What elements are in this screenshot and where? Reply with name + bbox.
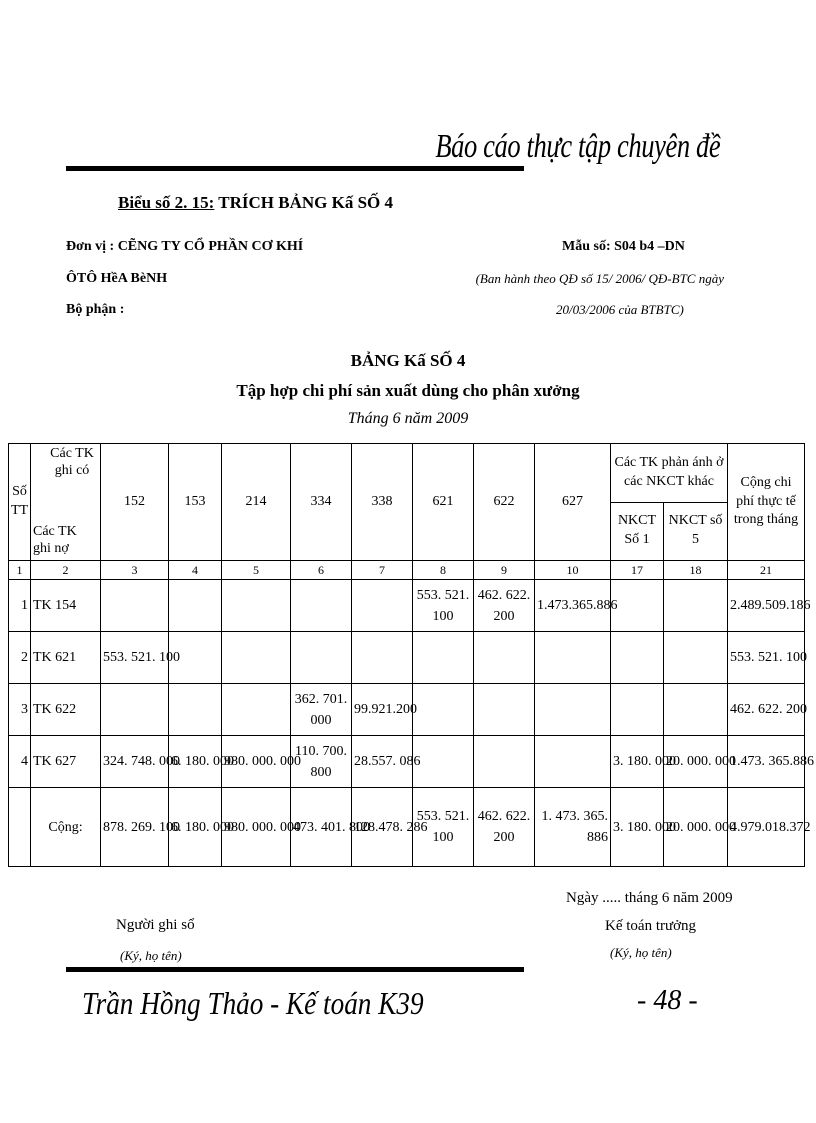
cell-total: 4.979.018.372: [728, 788, 805, 867]
cell-622: [474, 684, 535, 736]
header-account-338: 338: [352, 444, 413, 561]
header-nkct-group: Các TK phản ánh ở các NKCT khác: [611, 444, 728, 503]
table-total-row: [9, 788, 805, 867]
cell-621: 553. 521. 100: [413, 580, 474, 632]
cell-stt: 3: [9, 684, 31, 736]
cell-214: [222, 684, 291, 736]
cell-stt: 2: [9, 632, 31, 684]
table-header-row: [9, 444, 805, 503]
cell-total: 462. 622. 200: [728, 684, 805, 736]
cell-153: [169, 580, 222, 632]
index-cell: 7: [352, 561, 413, 580]
index-cell: 21: [728, 561, 805, 580]
cell-622: 462. 622. 200: [474, 788, 535, 867]
cell-nkct5: [664, 684, 728, 736]
index-cell: 9: [474, 561, 535, 580]
cell-nkct5: [664, 580, 728, 632]
document-period: Tháng 6 năm 2009: [347, 410, 469, 427]
signature-date: Ngày ..... tháng 6 năm 2009: [566, 890, 733, 906]
header-account-diagonal: [31, 444, 101, 561]
cell-627: [535, 736, 611, 788]
header-total: Cộng chi phí thực tế trong tháng: [728, 444, 805, 561]
cell-214: 980. 000. 000: [222, 788, 291, 867]
cell-152: [101, 580, 169, 632]
cell-334: 473. 401. 800: [291, 788, 352, 867]
cell-account: Cộng:: [31, 788, 101, 867]
department-line: Bộ phận :: [66, 302, 125, 317]
cell-334: 362. 701. 000: [291, 684, 352, 736]
cell-total: 553. 521. 100: [728, 632, 805, 684]
index-cell: 10: [535, 561, 611, 580]
ledger-table: [8, 443, 814, 867]
cell-621: [413, 736, 474, 788]
cell-338: 99.921.200: [352, 684, 413, 736]
cell-338: 28.557. 086: [352, 736, 413, 788]
cell-nkct5: [664, 632, 728, 684]
cell-338: [352, 580, 413, 632]
cell-nkct1: [611, 632, 664, 684]
table-row-tk621: [9, 632, 805, 684]
index-cell: 18: [664, 561, 728, 580]
form-note-2: 20/03/2006 của BTBTC): [556, 302, 684, 317]
header-account-152: 152: [101, 444, 169, 561]
unit-line-2: ÔTÔ HềA BèNH: [66, 271, 168, 286]
table-row-tk627: [9, 736, 805, 788]
signature-right-title: Kế toán trưởng: [605, 918, 697, 934]
cell-627: [535, 632, 611, 684]
cell-152: 324. 748. 000: [101, 736, 169, 788]
cell-nkct1: [611, 580, 664, 632]
header-nkct-5: NKCT số 5: [664, 502, 728, 561]
cell-152: 553. 521. 100: [101, 632, 169, 684]
report-header-title: Báo cáo thực tập chuyên đề: [435, 128, 720, 165]
cell-214: [222, 632, 291, 684]
cell-total: 2.489.509.186: [728, 580, 805, 632]
document-subtitle: Tập hợp chi phí sản xuất dùng cho phân xưởng: [236, 381, 580, 400]
cell-152: [101, 684, 169, 736]
header-credit-label: Các TK ghi có: [50, 446, 94, 478]
cell-621: [413, 632, 474, 684]
cell-total: 1.473. 365.886: [728, 736, 805, 788]
table-row-tk622: [9, 684, 805, 736]
form-note-1: (Ban hành theo QĐ số 15/ 2006/ QĐ-BTC ngày: [475, 271, 724, 286]
header-account-627: 627: [535, 444, 611, 561]
cell-621: [413, 684, 474, 736]
header-account-334: 334: [291, 444, 352, 561]
header-account-622: 622: [474, 444, 535, 561]
index-cell: 5: [222, 561, 291, 580]
signature-right-note: (Ký, họ tên): [610, 945, 672, 960]
cell-622: [474, 632, 535, 684]
footer-rule: [66, 967, 524, 972]
cell-nkct1: 3. 180. 000: [611, 788, 664, 867]
cell-214: [222, 580, 291, 632]
document-title: BẢNG Kấ SỐ 4: [350, 351, 466, 370]
cell-338: [352, 632, 413, 684]
cell-334: [291, 632, 352, 684]
cell-nkct5: 20. 000. 000: [664, 788, 728, 867]
cell-152: 878. 269. 100: [101, 788, 169, 867]
column-index-row: [9, 561, 805, 580]
cell-nkct5: 20. 000. 000: [664, 736, 728, 788]
footer-page-number: - 48 -: [637, 985, 698, 1016]
cell-622: 462. 622. 200: [474, 580, 535, 632]
cell-622: [474, 736, 535, 788]
header-stt: Số TT: [9, 444, 31, 561]
cell-153: 6. 180. 000: [169, 736, 222, 788]
index-cell: 2: [31, 561, 101, 580]
cell-nkct1: 3. 180. 000: [611, 736, 664, 788]
cell-stt: 4: [9, 736, 31, 788]
unit-line-1: Đơn vị : CẼNG TY CỔ PHẦN CƠ KHÍ: [66, 239, 304, 254]
index-cell: 8: [413, 561, 474, 580]
cell-334: [291, 580, 352, 632]
header-account-153: 153: [169, 444, 222, 561]
cell-627: 1. 473. 365. 886: [535, 788, 611, 867]
index-cell: 4: [169, 561, 222, 580]
caption-text: TRÍCH BẢNG Kấ SỐ 4: [214, 193, 394, 212]
header-nkct-1: NKCT Số 1: [611, 502, 664, 561]
cell-627: [535, 684, 611, 736]
caption-label: Biểu số 2. 15:: [118, 193, 215, 212]
cell-153: 6. 180. 000: [169, 788, 222, 867]
cell-account: TK 154: [31, 580, 101, 632]
cell-nkct1: [611, 684, 664, 736]
cell-account: TK 621: [31, 632, 101, 684]
index-cell: 6: [291, 561, 352, 580]
cell-account: TK 627: [31, 736, 101, 788]
form-code: Mẫu số: S04 b4 –DN: [562, 239, 685, 254]
cell-153: [169, 684, 222, 736]
cell-334: 110. 700. 800: [291, 736, 352, 788]
signature-left-title: Người ghi sổ: [116, 917, 195, 933]
header-account-214: 214: [222, 444, 291, 561]
footer-author: Trần Hồng Thảo - Kế toán K39: [82, 985, 424, 1021]
cell-account: TK 622: [31, 684, 101, 736]
header-account-621: 621: [413, 444, 474, 561]
index-cell: 17: [611, 561, 664, 580]
cell-621: 553. 521. 100: [413, 788, 474, 867]
index-cell: 1: [9, 561, 31, 580]
cell-stt: [9, 788, 31, 867]
cell-stt: 1: [9, 580, 31, 632]
index-cell: 3: [101, 561, 169, 580]
table-row-tk154: [9, 580, 805, 632]
header-debit-label: Các TK ghi nợ: [33, 524, 77, 557]
cell-214: 980. 000. 000: [222, 736, 291, 788]
signature-left-note: (Ký, họ tên): [120, 948, 182, 963]
cell-627: 1.473.365.886: [535, 580, 611, 632]
table-caption: [118, 193, 393, 213]
cell-338: 128.478. 286: [352, 788, 413, 867]
header-rule: [66, 166, 524, 171]
